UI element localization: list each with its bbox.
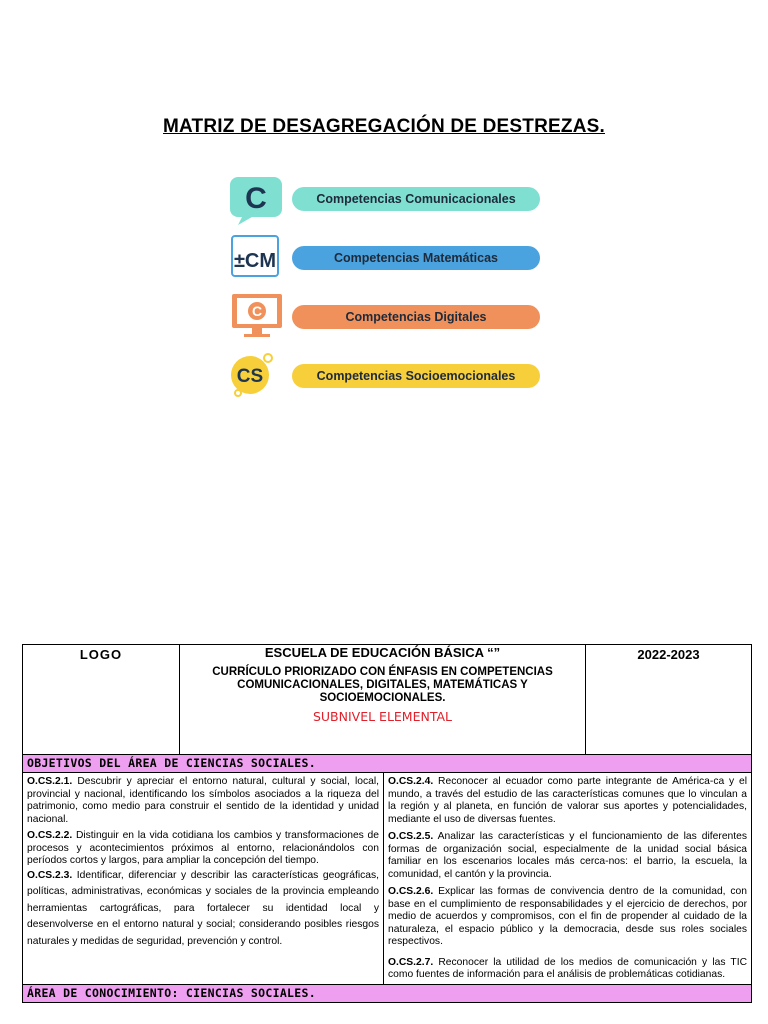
school-name: ESCUELA DE EDUCACIÓN BÁSICA “” (264, 645, 501, 660)
competencia-label: Competencias Matemáticas (292, 246, 540, 270)
competencia-label: Competencias Socioemocionales (292, 364, 540, 388)
objetivo-item: O.CS.2.5. Analizar las características y el funcionamiento de las diferentes formas de organización social, especialmente de la unidad social básica familiar en los escenarios locales más cerca-nos: el barrio, la escuela, la comunidad, el cantón y la provincia. (388, 831, 748, 880)
school-cell (180, 645, 586, 755)
area-header: ÁREA DE CONOCIMIENTO: CIENCIAS SOCIALES. (23, 984, 752, 1002)
logo-placeholder: LOGO (79, 647, 123, 662)
page-title: MATRIZ DE DESAGREGACIÓN DE DESTREZAS. (163, 116, 605, 137)
objetivos-right (384, 773, 752, 985)
monitor-icon (228, 292, 286, 342)
objetivos-left (23, 773, 384, 985)
competencia-label: Competencias Comunicacionales (292, 187, 540, 211)
competencia-socioemocionales (228, 351, 548, 401)
competencia-digitales (228, 292, 548, 342)
svg-text:C: C (251, 303, 263, 319)
objetivo-item: O.CS.2.6. Explicar las formas de convivencia dentro de la comunidad, con base en el cumplimiento de responsabilidades y el ejercicio de derechos, por medio de acuerdos y compromisos, con el fin de propender al cuidado de la naturaleza, el espacio público y la democracia, desde sus roles sociales respectivos. (388, 886, 748, 947)
school-year: 2022-2023 (637, 647, 700, 662)
matematica-icon (228, 234, 286, 284)
svg-text:±CM: ±CM (233, 250, 277, 272)
comunicacion-icon (228, 175, 286, 225)
objetivo-item: O.CS.2.2. Distinguir en la vida cotidiana los cambios y transformaciones de procesos y acontecimientos próximos al entorno, relacionándolos con períodos cortos y largos, para ampliar la concepción del tiempo. (27, 830, 379, 866)
objetivo-item: O.CS.2.1. Descubrir y apreciar el entorno natural, cultural y social, local, provincial y nacional, identificando los símbolos asociados a la riqueza del patrimonio, como medio para construir el sentido de la identidad y unidad nacional. (27, 776, 379, 825)
objetivo-item: O.CS.2.4. Reconocer al ecuador como parte integrante de América-ca y el mundo, a través del estudio de las características comunes que lo vinculan a la región y al planeta, en función de valorar sus aportes y potencialidades, mediante el uso de diversas fuentes. (388, 776, 748, 825)
year-cell (586, 645, 752, 755)
curriculum-title: CURRÍCULO PRIORIZADO CON ÉNFASIS EN COMPETENCIAS COMUNICACIONALES, DIGITALES, MATEMÁTICAS Y SOCIOEMOCIONALES. (212, 666, 553, 704)
objetivo-item: O.CS.2.7. Reconocer la utilidad de los medios de comunicación y las TIC como fuentes de información para el análisis de problemáticas cotidianas. (388, 956, 748, 980)
svg-text:C: C (245, 182, 267, 215)
objetivo-item: O.CS.2.3. Identificar, diferenciar y describir las características geográficas, políticas, administrativas, económicas y sociales de la provincia empleando herramientas cartográficas, para fortalecer su identidad local y desenvolverse en el entorno natural y social; considerando posibles riesgos naturales y medidas de seguridad, prevención y control. (27, 869, 379, 947)
subnivel-label: SUBNIVEL ELEMENTAL (312, 709, 453, 724)
socioemocional-icon (228, 351, 286, 401)
svg-text:CS: CS (236, 366, 264, 387)
competencia-label: Competencias Digitales (292, 305, 540, 329)
logo-cell (23, 645, 180, 755)
matriz-table (22, 644, 752, 1003)
competencia-matematicas (228, 234, 548, 284)
competencia-comunicacionales (228, 175, 548, 225)
objetivos-header: OBJETIVOS DEL ÁREA DE CIENCIAS SOCIALES. (23, 755, 752, 773)
